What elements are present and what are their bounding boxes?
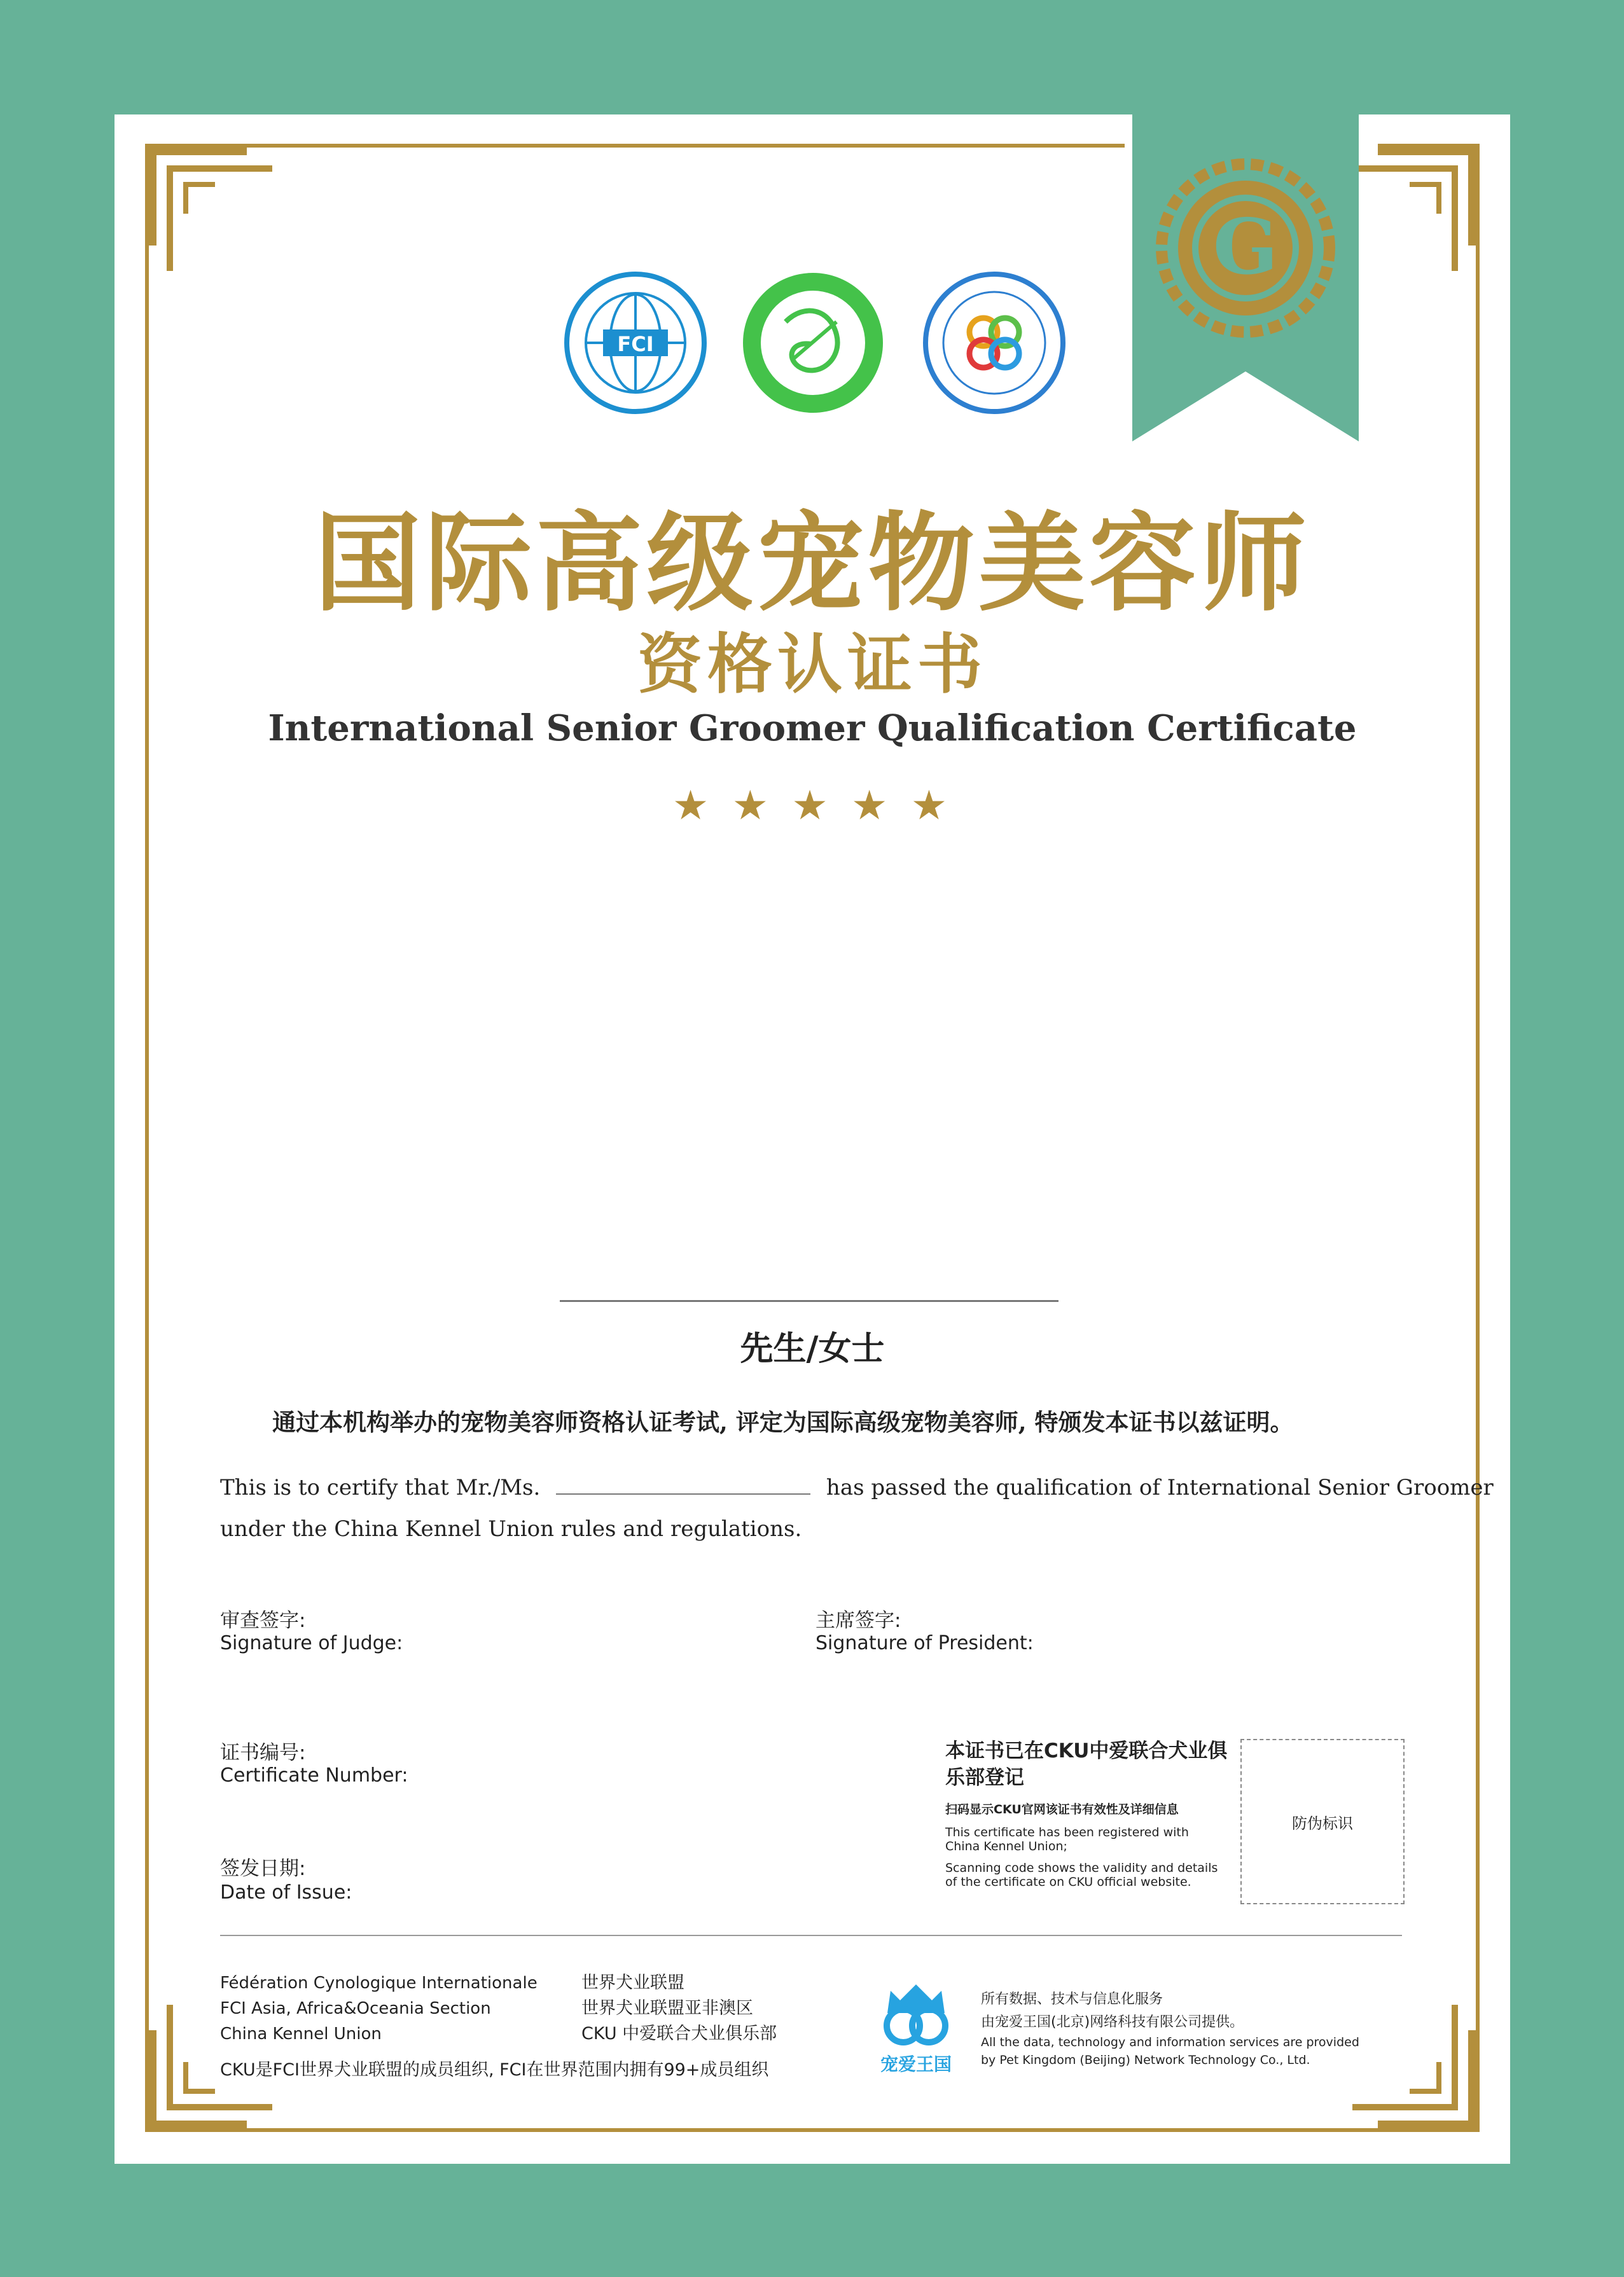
footer-org-en-3: China Kennel Union bbox=[220, 2024, 382, 2044]
body-text-en-line2: under the China Kennel Union rules and regulations. bbox=[220, 1516, 802, 1542]
footer-org-cn-list bbox=[581, 1970, 777, 2047]
ribbon-banner bbox=[1132, 114, 1359, 441]
footer-org-cn-3: CKU 中爱联合犬业俱乐部 bbox=[581, 2024, 777, 2044]
provider-en-2: by Pet Kingdom (Beijing) Network Technology Co., Ltd. bbox=[981, 2053, 1310, 2067]
asia-africa-oceania-logo-icon bbox=[922, 271, 1066, 415]
footer-divider bbox=[220, 1935, 1402, 1936]
body-text-cn: 通过本机构举办的宠物美容师资格认证考试, 评定为国际高级宠物美容师, 特颁发本证书以兹证明。 bbox=[272, 1408, 1294, 1436]
pet-kingdom-logo-text: 宠爱王国 bbox=[880, 2054, 952, 2075]
certificate-paper bbox=[115, 114, 1510, 2164]
registration-en-2: Scanning code shows the validity and details of the certificate on CKU official website. bbox=[945, 1861, 1218, 1889]
frame-top-line bbox=[145, 144, 1125, 148]
cku-logo-icon bbox=[741, 271, 885, 415]
registration-en-1: This certificate has been registered with China Kennel Union; bbox=[945, 1825, 1189, 1853]
fci-logo-icon bbox=[564, 271, 707, 415]
judge-signature-label-cn: 审查签字: bbox=[220, 1609, 306, 1632]
pet-kingdom-logo-icon bbox=[871, 1978, 961, 2048]
footer-org-cn-2: 世界犬业联盟亚非澳区 bbox=[581, 1998, 753, 2018]
name-blank-line bbox=[556, 1474, 810, 1495]
footer-org-en-list bbox=[220, 1970, 538, 2047]
frame-bottom-line bbox=[145, 2128, 1480, 2132]
footer-org-en-2: FCI Asia, Africa&Oceania Section bbox=[220, 1999, 491, 2018]
date-of-issue-label-en: Date of Issue: bbox=[220, 1881, 352, 1904]
provider-en-1: All the data, technology and information services are provided bbox=[981, 2035, 1359, 2049]
anti-counterfeit-box bbox=[1240, 1739, 1405, 1904]
footer-org-en-1: Fédération Cynologique Internationale bbox=[220, 1974, 538, 1993]
title-cn-main: 国际高级宠物美容师 bbox=[314, 500, 1310, 626]
footer-member-note: CKU是FCI世界犬业联盟的成员组织, FCI在世界范围内拥有99+成员组织 bbox=[220, 2060, 769, 2080]
body-text-en-line1 bbox=[220, 1474, 1494, 1500]
judge-signature-label-en: Signature of Judge: bbox=[220, 1632, 403, 1654]
certificate-number-label-en: Certificate Number: bbox=[220, 1764, 408, 1787]
certify-suffix: has passed the qualification of International Senior Groomer bbox=[826, 1475, 1494, 1500]
frame-left-line bbox=[145, 144, 149, 2132]
president-signature-label-cn: 主席签字: bbox=[815, 1609, 901, 1632]
frame-right-line bbox=[1476, 144, 1480, 2132]
corner-ornament-top-left bbox=[145, 144, 285, 284]
date-of-issue-label-cn: 签发日期: bbox=[220, 1857, 306, 1880]
salutation-label: 先生/女士 bbox=[740, 1329, 885, 1368]
seal-letter: G bbox=[1212, 202, 1279, 292]
corner-ornament-bottom-right bbox=[1340, 1992, 1480, 2132]
registration-scan-note: 扫码显示CKU官网该证书有效性及详细信息 bbox=[945, 1803, 1179, 1817]
certify-prefix: This is to certify that Mr./Ms. bbox=[220, 1475, 541, 1500]
title-cn-sub: 资格认证书 bbox=[637, 626, 987, 703]
corner-ornament-top-right bbox=[1340, 144, 1480, 284]
title-en: International Senior Groomer Qualification Certificate bbox=[268, 707, 1357, 749]
svg-text:FCI: FCI bbox=[617, 332, 654, 356]
footer-org-cn-1: 世界犬业联盟 bbox=[581, 1973, 684, 1993]
certificate-number-label-cn: 证书编号: bbox=[220, 1741, 306, 1764]
anti-counterfeit-label: 防伪标识 bbox=[1292, 1814, 1353, 1832]
provider-cn-1: 所有数据、技术与信息化服务 bbox=[981, 1991, 1163, 2007]
title-stars: ★ ★ ★ ★ ★ bbox=[672, 782, 953, 829]
registration-title: 本证书已在CKU中爱联合犬业俱乐部登记 bbox=[945, 1740, 1228, 1789]
name-underline bbox=[560, 1300, 1058, 1302]
president-signature-label-en: Signature of President: bbox=[815, 1632, 1034, 1654]
provider-cn-2: 由宠爱王国(北京)网络科技有限公司提供。 bbox=[981, 2014, 1244, 2030]
